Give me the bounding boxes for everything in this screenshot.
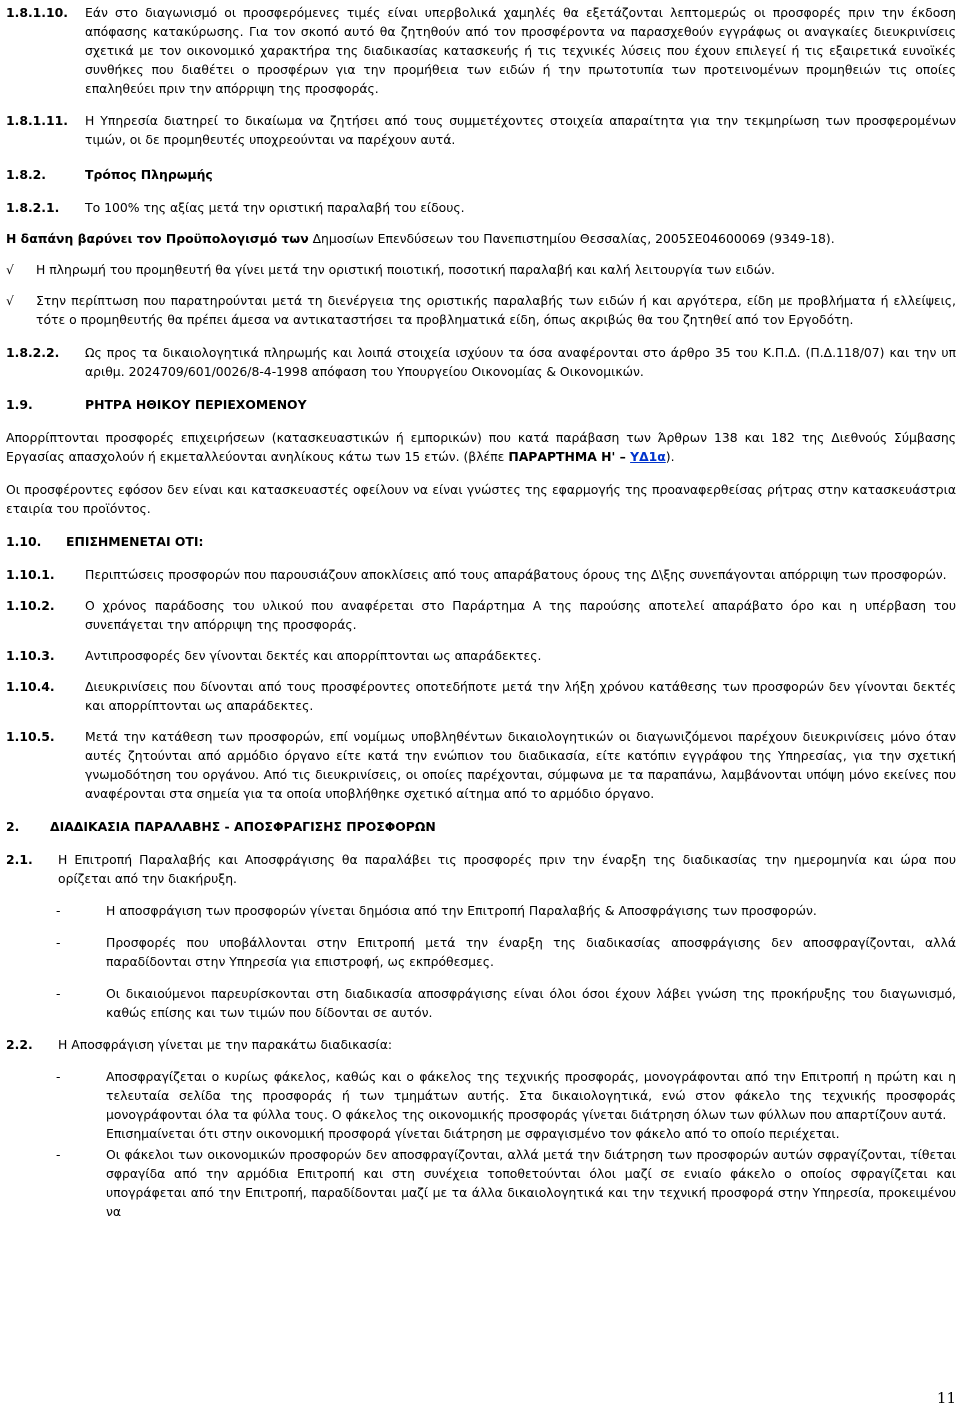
section-2-2 <box>6 1035 956 1054</box>
section-number: 1.10.3. <box>6 648 55 663</box>
dash-marker: - <box>56 1069 61 1084</box>
section-number: 1.8.2. <box>6 167 46 182</box>
section-number: 1.10.4. <box>6 679 55 694</box>
section-1-8-1-10 <box>6 3 956 98</box>
section-text: Εάν στο διαγωνισμό οι προσφερόμενες τιμές είναι υπερβολικά χαμηλές θα εξετάζονται λεπτομερώς οι προσφορές πριν την έκδοση απόφασης κατακύρωσης. Για τον σκοπό αυτό θα ζητηθούν από τον προσφέροντα να παρασχεθούν εγγράφως οι αναγκαίες διευκρινίσεις σχετικά με τον οικονομικό χαρακτήρα της διαδικασίας κατασκευής ή τις τεχνικές λύσεις που έχουν επιλεγεί ή τις εξαιρετικά ευνοϊκές συνθήκες που διαθέτει ο προσφέρων για την προμήθεια των ειδών ή την πρωτοτυπία των προτεινομένων προμηθειών τις οποίες επαληθεύει πριν την απόρριψη της προσφοράς. <box>85 5 956 96</box>
check-item <box>6 260 956 279</box>
section-1-10-1 <box>6 565 956 584</box>
budget-paragraph <box>6 229 956 248</box>
section-1-10-4 <box>6 677 956 715</box>
dash-item <box>6 901 956 920</box>
dash-extra-text: Επισημαίνεται ότι στην οικονομική προσφορά γίνεται διάτρηση με σφραγισμένο τον φάκελο από το οποίο περιέχεται. <box>106 1126 840 1141</box>
section-number: 1.8.2.1. <box>6 200 60 215</box>
dash-item <box>6 1145 956 1221</box>
section-number: 1.10.5. <box>6 729 55 744</box>
section-number: 2.2. <box>6 1037 33 1052</box>
page-number: 11 <box>936 1389 956 1407</box>
dash-marker: - <box>56 1147 61 1162</box>
section-text: Μετά την κατάθεση των προσφορών, επί νομίμως υποβληθέντων δικαιολογητικών οι διαγωνιζόμενοι παρέχουν διευκρινίσεις μόνο όταν αυτές ζητούνται από αρμόδιο όργανο είτε κατά την ενώπιον του διαδικασία, είτε κατόπιν εγγράφου της Υπηρεσίας, για την σχετική γνωμοδότηση του οργάνου. Από τις διευκρινίσεις, οι οποίες παρέχονται, σύμφωνα με τα παραπάνω, λαμβάνονται υπόψη μόνο εκείνες που αναφέρονται στα σημεία για τα οποία υποβλήθηκε σχετικό αίτημα από το αρμόδιο όργανο. <box>85 729 956 801</box>
section-1-10-5 <box>6 727 956 803</box>
dash-text: Οι φάκελοι των οικονομικών προσφορών δεν αποσφραγίζονται, αλλά μετά την διάτρηση των προσφορών αυτών σφραγίζονται, τίθεται σφραγίδα από την αρμόδια Επιτροπή και στη συνέχεια τοποθετούνται όλοι μαζί σε ενιαίο φάκελο ο οποίος σφραγίζεται και υπογράφεται από την Επιτροπή, παραδίδονται μαζί με τα άλλα δικαιολογητικά και την τεχνική προσφορά στην Υπηρεσία, προκειμένου να <box>106 1147 956 1219</box>
annex-link[interactable]: ΥΔ1α <box>630 449 666 464</box>
ethics-text: Απορρίπτονται προσφορές επιχειρήσεων (κατασκευαστικών ή εμπορικών) που κατά παράβαση των Άρθρων 138 και 182 της Διεθνούς Σύμβασης Εργασίας απασχολούν ή εκμεταλλεύονται ανηλίκους κάτω των 15 ετών. (βλέπε <box>6 430 956 464</box>
section-text: Περιπτώσεις προσφορών που παρουσιάζουν αποκλίσεις από τους απαράβατους όρους της Δ\ξης συνεπάγονται απόρριψη των προσφορών. <box>85 567 947 582</box>
section-title: ΡΗΤΡΑ ΗΘΙΚΟΥ ΠΕΡΙΕΧΟΜΕΝΟΥ <box>85 397 307 412</box>
section-1-8-2-2 <box>6 343 956 381</box>
dash-item <box>6 1067 956 1143</box>
budget-rest: Δημοσίων Επενδύσεων του Πανεπιστημίου Θεσσαλίας, 2005ΣΕ04600069 (9349-18). <box>308 231 835 246</box>
section-number: 1.10.2. <box>6 598 55 613</box>
section-text: Ο χρόνος παράδοσης του υλικού που αναφέρεται στο Παράρτημα Α της παρούσης αποτελεί απαράβατο όρο και η υπέρβαση του συνεπάγεται την απόρριψη της προσφοράς. <box>85 598 956 632</box>
section-text: Διευκρινίσεις που δίνονται από τους προσφέροντες οποτεδήποτε μετά την λήξη χρόνου κατάθεσης των προσφορών δεν γίνονται δεκτές και απορρίπτονται ως απαράδεκτες. <box>85 679 956 713</box>
dash-marker: - <box>56 935 61 950</box>
section-1-8-1-11 <box>6 111 956 149</box>
section-1-9 <box>6 395 956 414</box>
check-item <box>6 291 956 329</box>
ethics-paragraph-2: Οι προσφέροντες εφόσον δεν είναι και κατασκευαστές οφείλουν να είναι γνώστες της εφαρμογής της προαναφερθείσας ρήτρας στην κατασκευάστρια εταιρία του προϊόντος. <box>6 482 956 516</box>
section-text: Ως προς τα δικαιολογητικά πληρωμής και λοιπά στοιχεία ισχύουν τα όσα αναφέρονται στο άρθρο 35 του Κ.Π.Δ. (Π.Δ.118/07) και την υπ αριθμ. 2024709/601/0026/8-4-1998 απόφαση του Υπουργείου Οικονομίας & Οικονομικών. <box>85 345 956 379</box>
section-number: 1.8.2.2. <box>6 345 60 360</box>
section-title: ΔΙΑΔΙΚΑΣΙΑ ΠΑΡΑΛΑΒΗΣ - ΑΠΟΣΦΡΑΓΙΣΗΣ ΠΡΟΣΦΟΡΩΝ <box>50 819 436 834</box>
section-1-10-3 <box>6 646 956 665</box>
dash-item <box>6 984 956 1022</box>
section-number: 1.9. <box>6 397 33 412</box>
document-page <box>6 0 956 1221</box>
section-1-10 <box>6 532 956 551</box>
section-2 <box>6 817 956 836</box>
check-mark-icon: √ <box>6 293 14 308</box>
check-text: Η πληρωμή του προμηθευτή θα γίνει μετά την οριστική ποιοτική, ποσοτική παραλαβή και καλή λειτουργία των ειδών. <box>36 262 775 277</box>
section-1-10-2 <box>6 596 956 634</box>
ethics-end: ). <box>665 449 675 464</box>
dash-item <box>6 933 956 971</box>
budget-bold: Η δαπάνη βαρύνει τον Προϋπολογισμό των <box>6 231 309 246</box>
section-title: ΕΠΙΣΗΜΕΝΕΤΑΙ ΟΤΙ: <box>66 534 204 549</box>
section-text: Η Υπηρεσία διατηρεί το δικαίωμα να ζητήσει από τους συμμετέχοντες στοιχεία απαραίτητα για την τεκμηρίωση των προσφερομένων τιμών, οι δε προμηθευτές υποχρεούνται να παρέχουν αυτά. <box>85 113 956 147</box>
section-number: 1.10.1. <box>6 567 55 582</box>
section-text: Αντιπροσφορές δεν γίνονται δεκτές και απορρίπτονται ως απαράδεκτες. <box>85 648 542 663</box>
section-text: Το 100% της αξίας μετά την οριστική παραλαβή του είδους. <box>85 200 465 215</box>
dash-text: Προσφορές που υποβάλλονται στην Επιτροπή μετά την έναρξη της διαδικασίας αποσφράγισης δεν αποσφραγίζονται, αλλά παραδίδονται στην Υπηρεσία για επιστροφή, ως εκπρόθεσμες. <box>106 935 956 969</box>
section-number: 2.1. <box>6 852 33 867</box>
section-2-1 <box>6 850 956 888</box>
section-1-8-2 <box>6 165 956 184</box>
section-text: Η Επιτροπή Παραλαβής και Αποσφράγισης θα παραλάβει τις προσφορές πριν την έναρξη της διαδικασίας την ημερομηνία και ώρα που ορίζεται από την διακήρυξη. <box>58 852 956 886</box>
section-text: Η Αποσφράγιση γίνεται με την παρακάτω διαδικασία: <box>58 1037 393 1052</box>
check-text: Στην περίπτωση που παρατηρούνται μετά τη διενέργεια της οριστικής παραλαβής των ειδών ή και αργότερα, είδη με προβλήματα ή ελλείψεις, τότε ο προμηθευτής θα πρέπει άμεσα να αντικαταστήσει τα προβληματικά είδη, όπως ακριβώς θα του ζητηθεί από τον Εργοδότη. <box>36 293 956 327</box>
dash-text: Οι δικαιούμενοι παρευρίσκονται στη διαδικασία αποσφράγισης είναι όλοι όσοι έχουν λάβει γνώση της προκήρυξης του διαγωνισμό, καθώς επίσης και των τιμών που δίδονται σε αυτόν. <box>106 986 956 1020</box>
dash-marker: - <box>56 986 61 1001</box>
section-number: 2. <box>6 819 20 834</box>
ethics-paragraph-1 <box>6 428 956 466</box>
annex-reference: ΠΑΡΑΡΤΗΜΑ Η' – <box>508 449 631 464</box>
section-number: 1.8.1.11. <box>6 113 68 128</box>
section-number: 1.10. <box>6 534 42 549</box>
check-mark-icon: √ <box>6 262 14 277</box>
section-title: Τρόπος Πληρωμής <box>85 167 213 182</box>
dash-text: Αποσφραγίζεται ο κυρίως φάκελος, καθώς και ο φάκελος της τεχνικής προσφοράς, μονογράφονται από την Επιτροπή η πρώτη και η τελευταία σελίδα της προσφοράς ή των τμημάτων αυτής. Στα δικαιολογητικά, ενώ στον φάκελο της τεχνικής προσφοράς μονογράφονται όλα τα φύλλα τους. Ο φάκελος της οικονομικής προσφοράς γίνεται διάτρηση όλων των φύλλων που απαρτίζουν αυτά. <box>106 1069 956 1122</box>
dash-content <box>106 1067 956 1143</box>
section-number: 1.8.1.10. <box>6 5 68 20</box>
dash-text: Η αποσφράγιση των προσφορών γίνεται δημόσια από την Επιτροπή Παραλαβής & Αποσφράγισης των προσφορών. <box>106 903 817 918</box>
section-1-8-2-1 <box>6 198 956 217</box>
dash-marker: - <box>56 903 61 918</box>
